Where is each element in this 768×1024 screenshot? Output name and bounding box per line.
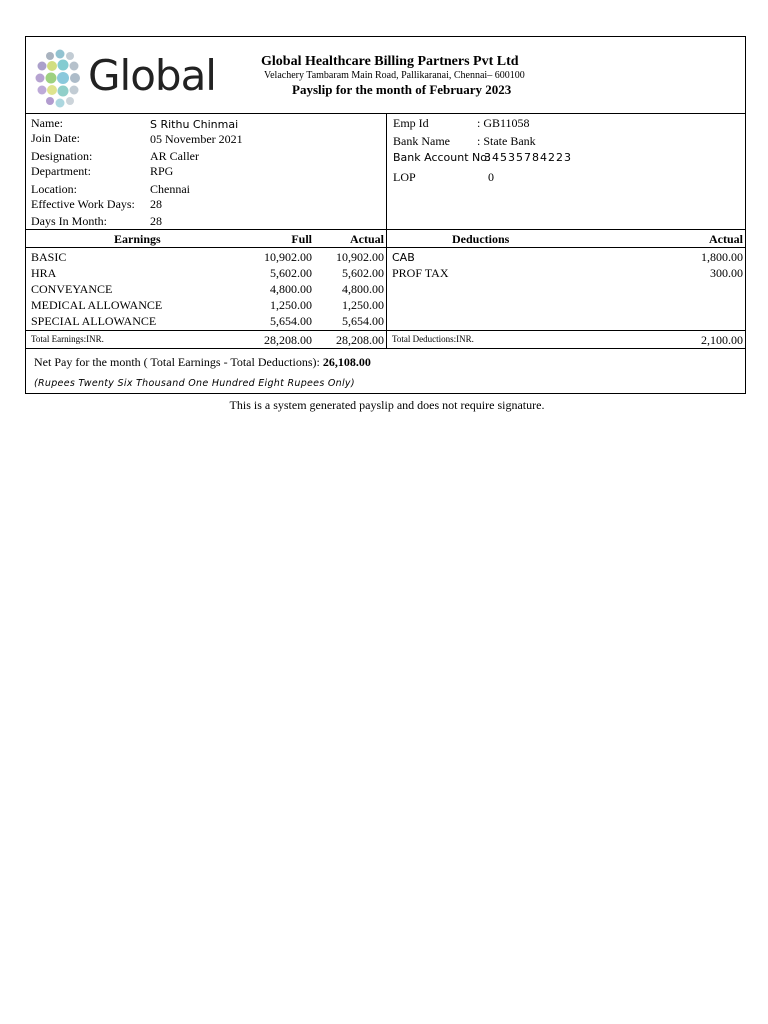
emp-id-label: Emp Id	[393, 116, 429, 130]
full-header: Full	[291, 232, 312, 246]
designation-label: Designation:	[31, 149, 93, 163]
total-deductions: 2,100.00	[701, 333, 743, 347]
total-deductions-label: Total Deductions:INR.	[392, 334, 474, 344]
earning-full: 5,602.00	[270, 266, 312, 280]
bank-name-label: Bank Name	[393, 134, 450, 148]
location-label: Location:	[31, 182, 77, 196]
days-month-label: Days In Month:	[31, 214, 107, 228]
earning-label: HRA	[31, 266, 57, 280]
lop-label: LOP	[393, 170, 416, 184]
deduction-label: CAB	[392, 251, 415, 264]
footer-note: This is a system generated payslip and does not require signature.	[229, 398, 545, 412]
earning-full: 4,800.00	[270, 282, 312, 296]
join-date: 05 November 2021	[150, 132, 243, 146]
location: Chennai	[150, 182, 190, 196]
deductions-header: Deductions	[452, 232, 510, 246]
employee-name: S Rithu Chinmai	[150, 118, 239, 131]
company-name: Global Healthcare Billing Partners Pvt Ltd	[261, 54, 519, 69]
company-logo	[32, 46, 227, 110]
work-days: 28	[150, 197, 162, 211]
net-pay-label: Net Pay for the month ( Total Earnings - Total Deductions):	[34, 355, 320, 369]
divider	[386, 113, 387, 229]
net-pay-line	[34, 355, 371, 369]
total-earnings-full: 28,208.00	[264, 333, 312, 347]
company-address: Velachery Tambaram Main Road, Pallikaranai, Chennai– 600100	[264, 70, 525, 81]
department-label: Department:	[31, 164, 91, 178]
earning-label: BASIC	[31, 250, 67, 264]
divider	[26, 348, 745, 349]
total-earnings-actual: 28,208.00	[336, 333, 384, 347]
earning-actual: 4,800.00	[342, 282, 384, 296]
earning-label: CONVEYANCE	[31, 282, 113, 296]
bank-account: 34535784223	[484, 151, 572, 164]
logo-dots-icon	[32, 46, 88, 110]
lop: 0	[488, 170, 494, 184]
emp-id: : GB11058	[477, 116, 530, 130]
divider	[26, 330, 745, 331]
payslip-title: Payslip for the month of February 2023	[292, 82, 512, 97]
bank-account-label: Bank Account No:	[393, 151, 491, 164]
earnings-header: Earnings	[114, 232, 161, 246]
deduction-label: PROF TAX	[392, 266, 449, 280]
earning-label: MEDICAL ALLOWANCE	[31, 298, 163, 312]
designation: AR Caller	[150, 149, 199, 163]
total-earnings-label: Total Earnings:INR.	[31, 334, 104, 344]
deduction-actual: 300.00	[710, 266, 743, 280]
divider	[26, 247, 745, 248]
earning-actual: 1,250.00	[342, 298, 384, 312]
earning-full: 5,654.00	[270, 314, 312, 328]
logo-wordmark: Global	[88, 51, 216, 100]
join-date-label: Join Date:	[31, 131, 80, 145]
net-pay-amount: 26,108.00	[322, 355, 371, 369]
earning-actual: 5,654.00	[342, 314, 384, 328]
days-month: 28	[150, 214, 162, 228]
name-label: Name:	[31, 116, 63, 130]
deductions-actual-header: Actual	[709, 232, 743, 246]
earning-actual: 5,602.00	[342, 266, 384, 280]
net-pay-words: (Rupees Twenty Six Thousand One Hundred Eight Rupees Only)	[34, 378, 355, 389]
earnings-actual-header: Actual	[350, 232, 384, 246]
earning-label: SPECIAL ALLOWANCE	[31, 314, 157, 328]
earning-actual: 10,902.00	[336, 250, 384, 264]
work-days-label: Effective Work Days:	[31, 197, 135, 211]
deduction-actual: 1,800.00	[701, 250, 743, 264]
earning-full: 10,902.00	[264, 250, 312, 264]
earning-full: 1,250.00	[270, 298, 312, 312]
department: RPG	[150, 164, 174, 178]
bank-name: : State Bank	[477, 134, 536, 148]
payslip	[25, 36, 746, 394]
